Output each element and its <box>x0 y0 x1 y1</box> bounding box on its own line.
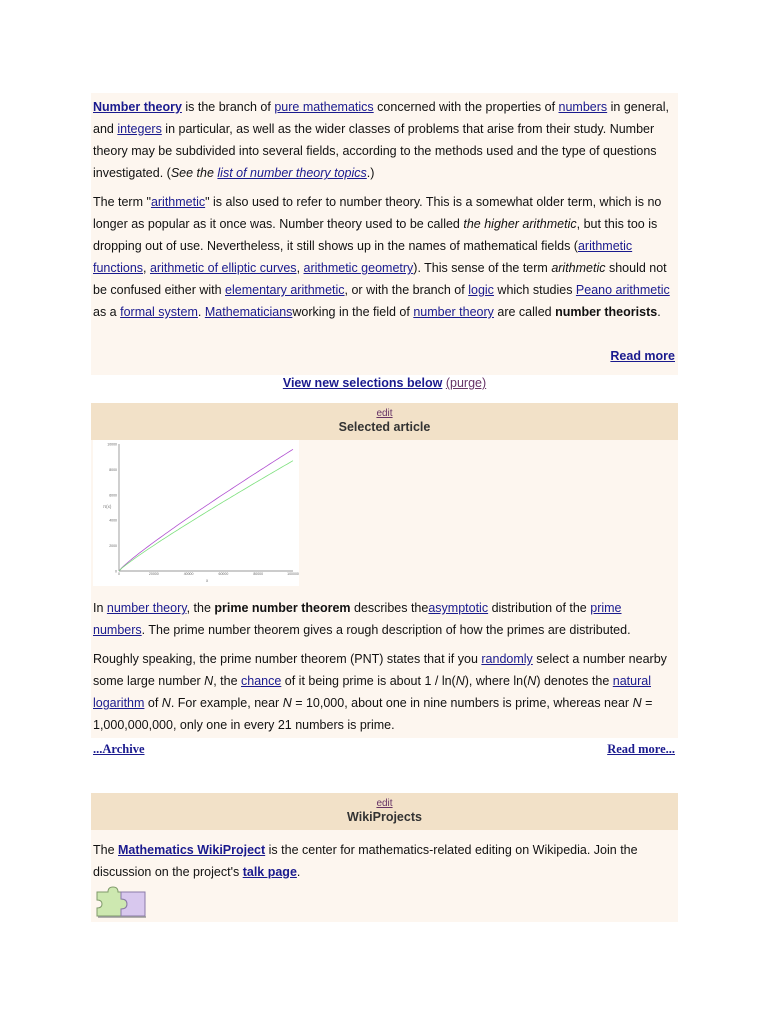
text: N <box>161 696 171 710</box>
pi-curve <box>119 449 293 571</box>
number-theory-link-2[interactable]: number theory <box>413 305 494 319</box>
text: number theorists <box>555 305 658 319</box>
text: is the center for mathematics-related editing on Wikipedia. Join the discussion on the project's <box>93 843 638 879</box>
y-tick-label: 2000 <box>109 544 117 549</box>
text: prime number theorem <box>214 601 351 615</box>
x-tick-label: 100000 <box>287 572 299 576</box>
y-tick-label: 0 <box>115 569 117 574</box>
text: working in the field of <box>292 305 414 319</box>
x-tick-label: 20000 <box>148 572 159 576</box>
selected-read-more-link[interactable]: Read more... <box>607 742 675 756</box>
selected-article-header <box>91 403 678 440</box>
text: N <box>282 696 292 710</box>
puzzle-icon-svg <box>93 886 149 920</box>
talk-page-link[interactable]: talk page <box>242 865 297 879</box>
text: is the branch of <box>181 100 275 114</box>
formal-system-link[interactable]: formal system <box>120 305 198 319</box>
text: . <box>657 305 661 319</box>
text: ) denotes the <box>536 674 613 688</box>
peano-arithmetic-link[interactable]: Peano arithmetic <box>575 283 670 297</box>
text: are called <box>493 305 556 319</box>
text: ), where ln( <box>464 674 528 688</box>
x-tick-label: 0 <box>118 572 120 576</box>
y-tick-label: 6000 <box>109 493 117 498</box>
text: select a number nearby some large number <box>93 652 667 688</box>
prime-numbers-link[interactable]: prime numbers <box>93 601 622 637</box>
numbers-link[interactable]: numbers <box>558 100 608 114</box>
mathematicians-link[interactable]: Mathematicians <box>204 305 293 319</box>
text: should not be confused either with <box>93 261 667 297</box>
elementary-arithmetic-link[interactable]: elementary arithmetic <box>225 283 345 297</box>
y-tick-label: 10000 <box>107 442 117 447</box>
text: See the <box>170 166 218 180</box>
randomly-link[interactable]: randomly <box>481 652 533 666</box>
text: . <box>296 865 301 879</box>
text: in general, and <box>93 100 670 136</box>
number-theory-link[interactable]: Number theory <box>93 100 182 114</box>
y-tick-label: 4000 <box>109 518 117 523</box>
text: in particular, as well as the wider classes of problems that arise from their study. Number theory may be subdivided into several fields, according to the methods used and the type of questions investigated. ( <box>93 122 657 180</box>
purge-link[interactable]: (purge) <box>445 376 487 390</box>
text: . For example, near <box>170 696 283 710</box>
text: .) <box>366 166 375 180</box>
y-axis-label: π(x) <box>103 504 112 509</box>
elliptic-curves-link[interactable]: arithmetic of elliptic curves <box>149 261 297 275</box>
wikiprojects-header <box>91 793 678 830</box>
text: the higher arithmetic <box>463 217 577 231</box>
text: distribution of the <box>488 601 591 615</box>
text: N <box>632 696 642 710</box>
text: Roughly speaking, the prime number theorem (PNT) states that if you <box>93 652 482 666</box>
text: which studies <box>493 283 576 297</box>
view-new-selections-link[interactable]: View new selections below <box>282 376 443 390</box>
arithmetic-link[interactable]: arithmetic <box>150 195 206 209</box>
selected-article-title: Selected article <box>338 420 431 434</box>
text: The <box>93 843 119 857</box>
x-tick-label: 40000 <box>183 572 194 576</box>
prime-counting-graph <box>93 440 299 586</box>
text: " is also used to refer to number theory. This is a somewhat older term, which is no longer as popular as it once was. Number theory used to be called <box>93 195 662 231</box>
selections-line <box>91 376 678 390</box>
intro-paragraph-1 <box>93 96 676 184</box>
text: = 1,000,000,000, only one in every 21 numbers is prime. <box>93 696 653 732</box>
y-tick-label: 8000 <box>109 467 117 472</box>
x-tick-label: 80000 <box>253 572 264 576</box>
text: as a <box>93 305 121 319</box>
intro-read-more-link[interactable]: Read more <box>610 349 675 363</box>
archive-link[interactable]: ...Archive <box>93 742 145 756</box>
text: , <box>143 261 150 275</box>
asymptotic-link[interactable]: asymptotic <box>428 601 489 615</box>
wikiprojects-paragraph <box>93 839 676 883</box>
puzzle-icon[interactable] <box>93 886 149 920</box>
list-of-topics-link[interactable]: list of number theory topics <box>217 166 367 180</box>
integers-link[interactable]: integers <box>117 122 162 136</box>
text: of <box>144 696 162 710</box>
x-axis-label: x <box>206 578 209 583</box>
selected-paragraph-1 <box>93 597 676 641</box>
text: describes the <box>350 601 429 615</box>
text: . <box>197 305 205 319</box>
text: arithmetic <box>551 261 606 275</box>
text: of it being prime is about 1 / ln( <box>281 674 456 688</box>
selected-article-edit-link[interactable]: edit <box>376 408 393 419</box>
arithmetic-geometry-link[interactable]: arithmetic geometry <box>303 261 414 275</box>
natural-logarithm-link[interactable]: natural logarithm <box>93 674 651 710</box>
text: , the <box>213 674 241 688</box>
selected-paragraph-2 <box>93 648 676 736</box>
text: , or with the branch of <box>344 283 469 297</box>
x-tick-label: 60000 <box>218 572 229 576</box>
text: The term " <box>93 195 151 209</box>
text: ). This sense of the term <box>413 261 552 275</box>
approx-curve <box>119 461 293 571</box>
mathematics-wikiproject-link[interactable]: Mathematics WikiProject <box>118 843 266 857</box>
graph-svg <box>93 440 299 586</box>
text: N <box>455 674 465 688</box>
pure-mathematics-link[interactable]: pure mathematics <box>274 100 374 114</box>
intro-paragraph-2 <box>93 191 676 323</box>
text: N <box>527 674 537 688</box>
text: , <box>296 261 304 275</box>
text: , the <box>186 601 215 615</box>
logic-link[interactable]: logic <box>468 283 494 297</box>
number-theory-link-3[interactable]: number theory <box>106 601 187 615</box>
wikiprojects-edit-link[interactable]: edit <box>376 798 393 809</box>
text: , but this too is dropping out of use. Nevertheless, it still shows up in the names of mathematical fields ( <box>93 217 658 253</box>
text: N <box>204 674 214 688</box>
wikiprojects-title: WikiProjects <box>347 810 422 824</box>
arithmetic-functions-link[interactable]: arithmetic functions <box>93 239 633 275</box>
chance-link[interactable]: chance <box>241 674 282 688</box>
text: . The prime number theorem gives a rough description of how the primes are distributed. <box>141 623 631 637</box>
text: concerned with the properties of <box>373 100 559 114</box>
text: = 10,000, about one in nine numbers is prime, whereas near <box>291 696 633 710</box>
text: In <box>93 601 107 615</box>
